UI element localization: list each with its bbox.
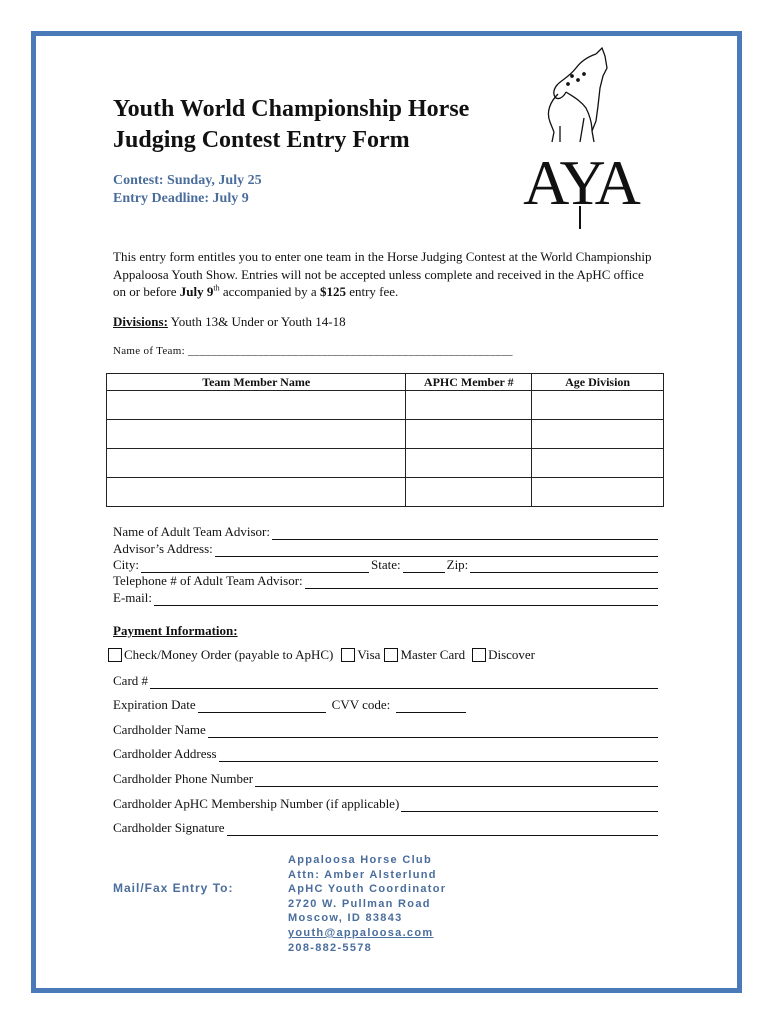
expiration-row: [113, 697, 658, 713]
table-row: [107, 449, 664, 478]
entry-deadline: Entry Deadline: July 9: [113, 191, 249, 206]
cardholder-phone-field[interactable]: [255, 774, 658, 787]
contest-info: [113, 172, 262, 208]
member-name-cell[interactable]: [107, 391, 406, 420]
cardholder-signature-field[interactable]: [227, 823, 658, 836]
table-row: [107, 391, 664, 420]
age-division-cell[interactable]: [532, 478, 664, 507]
email-link[interactable]: youth@appaloosa.com: [288, 926, 434, 939]
horse-icon: [548, 48, 607, 142]
title-line-1: Youth World Championship Horse: [113, 96, 470, 122]
header-aphc-member-number: APHC Member #: [406, 374, 532, 391]
advisor-address-row: [113, 541, 658, 557]
team-name-field[interactable]: Name of Team: ________________________________________________________: [113, 345, 513, 357]
divisions-text: Youth 13& Under or Youth 14-18: [167, 314, 346, 329]
age-division-cell[interactable]: [532, 391, 664, 420]
header-team-member-name: Team Member Name: [107, 374, 406, 391]
cardholder-phone-label: Cardholder Phone Number: [113, 771, 254, 786]
advisor-phone-row: [113, 573, 658, 589]
title-line-2: Judging Contest Entry Form: [113, 127, 410, 153]
advisor-phone-field[interactable]: [305, 576, 658, 589]
age-division-cell[interactable]: [532, 449, 664, 478]
cardholder-name-field[interactable]: [208, 725, 658, 738]
address-line: 2720 W. Pullman Road: [288, 897, 431, 910]
member-name-cell[interactable]: [107, 449, 406, 478]
cardholder-name-row: [113, 722, 658, 738]
table-header-row: [107, 374, 664, 391]
member-number-cell[interactable]: [406, 449, 532, 478]
address-line: Attn: Amber Alsterlund: [288, 868, 437, 881]
contest-date: Contest: Sunday, July 25: [113, 173, 262, 188]
advisor-email-field[interactable]: [154, 593, 658, 606]
advisor-email-row: [113, 590, 658, 606]
cardholder-address-row: [113, 746, 658, 762]
divisions-label: Divisions:: [113, 314, 168, 329]
member-number-cell[interactable]: [406, 391, 532, 420]
cvv-label: CVV code:: [331, 697, 391, 712]
advisor-email-label: E-mail:: [113, 590, 152, 605]
discover-label: Discover: [488, 647, 536, 662]
advisor-address-label: Advisor’s Address:: [113, 541, 213, 556]
visa-checkbox[interactable]: [341, 648, 355, 662]
state-field[interactable]: [403, 560, 445, 573]
header-age-division: Age Division: [532, 374, 664, 391]
cvv-field[interactable]: [396, 700, 466, 713]
cardholder-membership-field[interactable]: [401, 799, 658, 812]
table-row: [107, 420, 664, 449]
cardholder-membership-label: Cardholder ApHC Membership Number (if applicable): [113, 796, 400, 811]
city-label: City:: [113, 557, 140, 572]
expiration-field[interactable]: [198, 700, 326, 713]
advisor-address-field[interactable]: [215, 544, 658, 557]
advisor-name-label: Name of Adult Team Advisor:: [113, 524, 270, 539]
check-money-order-label: Check/Money Order (payable to ApHC): [124, 647, 334, 662]
logo-text: AYA: [523, 147, 637, 218]
discover-checkbox[interactable]: [472, 648, 486, 662]
advisor-name-row: [113, 524, 658, 540]
state-label: State:: [371, 557, 401, 572]
zip-field[interactable]: [470, 560, 658, 573]
member-number-cell[interactable]: [406, 478, 532, 507]
table-row: [107, 478, 664, 507]
cardholder-phone-row: [113, 771, 658, 787]
address-line: Moscow, ID 83843: [288, 912, 403, 925]
expiration-label: Expiration Date: [113, 697, 196, 712]
advisor-city-row: [113, 557, 658, 573]
address-line: Appaloosa Horse Club: [288, 854, 432, 866]
divisions: [113, 314, 346, 330]
address-line: ApHC Youth Coordinator: [288, 883, 447, 896]
advisor-name-field[interactable]: [272, 527, 658, 540]
zip-label: Zip:: [446, 557, 469, 572]
phone-number: 208-882-5578: [288, 941, 373, 954]
cardholder-membership-row: [113, 796, 658, 812]
cardholder-address-label: Cardholder Address: [113, 746, 217, 761]
member-name-cell[interactable]: [107, 478, 406, 507]
cardholder-signature-label: Cardholder Signature: [113, 820, 225, 835]
cardholder-signature-row: [113, 820, 658, 836]
payment-options: [108, 647, 535, 663]
cardholder-name-label: Cardholder Name: [113, 722, 206, 737]
cardholder-address-field[interactable]: [219, 749, 658, 762]
aya-logo: [510, 46, 650, 232]
intro-paragraph: This entry form entitles you to enter one team in the Horse Judging Contest at the World Championship Appaloosa Youth Show. Entries will not be accepted unless complete and received in the ApHC office on or before July 9th accompanied by a $125 entry fee.: [113, 249, 652, 299]
advisor-phone-label: Telephone # of Adult Team Advisor:: [113, 573, 303, 588]
card-number-row: [113, 673, 658, 689]
card-number-field[interactable]: [150, 676, 658, 689]
mail-fax-label: Mail/Fax Entry To:: [113, 881, 234, 895]
visa-label: Visa: [357, 647, 381, 662]
card-number-label: Card #: [113, 673, 149, 688]
payment-heading: Payment Information:: [113, 623, 238, 638]
city-field[interactable]: [141, 560, 369, 573]
member-number-cell[interactable]: [406, 420, 532, 449]
form-title: [113, 94, 469, 156]
team-members-table: [106, 373, 664, 507]
age-division-cell[interactable]: [532, 420, 664, 449]
master-card-checkbox[interactable]: [384, 648, 398, 662]
mailing-address: [288, 853, 446, 955]
member-name-cell[interactable]: [107, 420, 406, 449]
master-card-label: Master Card: [400, 647, 466, 662]
check-money-order-checkbox[interactable]: [108, 648, 122, 662]
